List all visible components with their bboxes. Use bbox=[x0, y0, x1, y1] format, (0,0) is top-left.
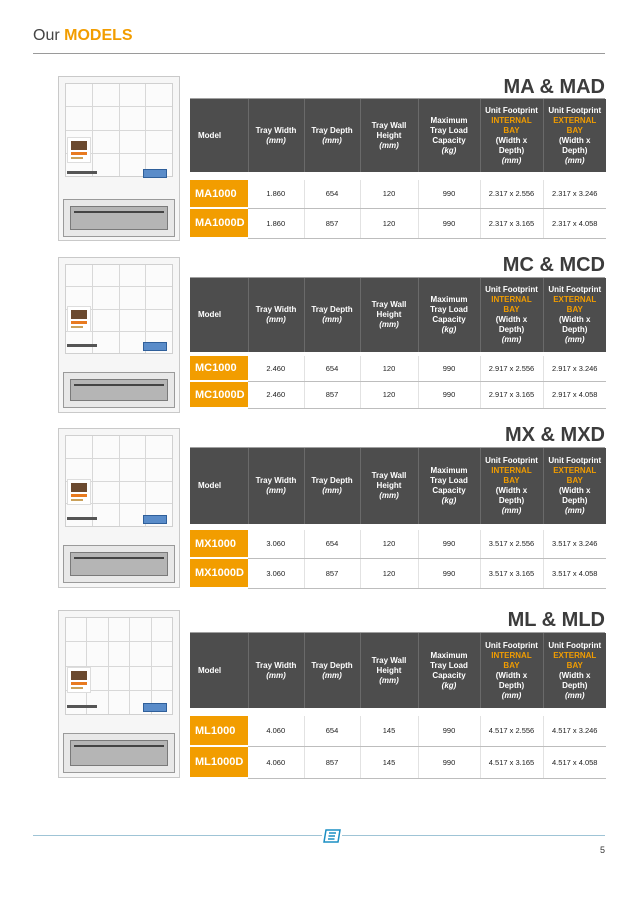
max-load-cell: 990 bbox=[418, 746, 480, 778]
table-row bbox=[190, 558, 606, 588]
wall-height-cell: 120 bbox=[360, 180, 418, 208]
tray-depth-cell: 654 bbox=[304, 356, 360, 381]
brand-logo-icon bbox=[67, 306, 91, 332]
internal-bay-cell: 3.517 x 3.165 bbox=[480, 558, 543, 588]
max-load-cell: 990 bbox=[418, 381, 480, 408]
spec-table bbox=[190, 99, 606, 239]
machine-door-panels bbox=[65, 617, 173, 715]
series-title: MC & MCD bbox=[502, 254, 605, 276]
wall-height-cell: 120 bbox=[360, 381, 418, 408]
badge-icon bbox=[143, 342, 167, 351]
header-model: Model bbox=[190, 448, 248, 524]
tray-width-cell: 2.460 bbox=[248, 356, 304, 381]
header-external-bay: Unit Footprint EXTERNAL BAY (Width x Depth) (mm) bbox=[543, 278, 606, 352]
table-row bbox=[190, 356, 606, 381]
access-tray-icon bbox=[63, 372, 175, 408]
header-model: Model bbox=[190, 99, 248, 172]
external-bay-cell: 4.517 x 3.246 bbox=[543, 716, 606, 746]
machine-illustration bbox=[58, 428, 180, 588]
series-title: MA & MAD bbox=[503, 76, 605, 98]
table-header-row bbox=[190, 633, 606, 708]
tray-depth-cell: 857 bbox=[304, 558, 360, 588]
badge-icon bbox=[143, 169, 167, 178]
tray-width-cell: 1.860 bbox=[248, 180, 304, 208]
wall-height-cell: 120 bbox=[360, 208, 418, 238]
max-load-cell: 990 bbox=[418, 558, 480, 588]
external-bay-cell: 2.317 x 4.058 bbox=[543, 208, 606, 238]
page-title bbox=[33, 27, 133, 45]
access-tray-icon bbox=[63, 199, 175, 237]
series-title: MX & MXD bbox=[505, 424, 605, 446]
website-label-icon bbox=[67, 517, 97, 520]
title-divider bbox=[33, 53, 605, 54]
tray-depth-cell: 654 bbox=[304, 180, 360, 208]
max-load-cell: 990 bbox=[418, 208, 480, 238]
internal-bay-cell: 2.917 x 3.165 bbox=[480, 381, 543, 408]
tray-width-cell: 2.460 bbox=[248, 381, 304, 408]
model-cell: MA1000 bbox=[190, 180, 248, 208]
internal-bay-cell: 4.517 x 2.556 bbox=[480, 716, 543, 746]
tray-depth-cell: 857 bbox=[304, 208, 360, 238]
access-tray-icon bbox=[63, 733, 175, 773]
table-row bbox=[190, 746, 606, 778]
table-header-row bbox=[190, 448, 606, 524]
footer-divider bbox=[33, 835, 605, 836]
machine-illustration bbox=[58, 257, 180, 413]
model-section-mx bbox=[0, 420, 638, 592]
tray-width-cell: 4.060 bbox=[248, 746, 304, 778]
header-max-load: Maximum Tray Load Capacity (kg) bbox=[418, 633, 480, 708]
model-cell: MX1000D bbox=[190, 558, 248, 588]
external-bay-cell: 2.917 x 4.058 bbox=[543, 381, 606, 408]
header-external-bay: Unit Footprint EXTERNAL BAY (Width x Depth) (mm) bbox=[543, 99, 606, 172]
max-load-cell: 990 bbox=[418, 180, 480, 208]
model-cell: MA1000D bbox=[190, 208, 248, 238]
table-row bbox=[190, 530, 606, 558]
header-model: Model bbox=[190, 278, 248, 352]
tray-depth-cell: 857 bbox=[304, 381, 360, 408]
model-cell: MX1000 bbox=[190, 530, 248, 558]
header-tray-width: Tray Width (mm) bbox=[248, 633, 304, 708]
internal-bay-cell: 3.517 x 2.556 bbox=[480, 530, 543, 558]
internal-bay-cell: 2.317 x 2.556 bbox=[480, 180, 543, 208]
model-cell: MC1000D bbox=[190, 381, 248, 408]
tray-width-cell: 4.060 bbox=[248, 716, 304, 746]
header-tray-wall-height: Tray Wall Height (mm) bbox=[360, 278, 418, 352]
external-bay-cell: 3.517 x 4.058 bbox=[543, 558, 606, 588]
header-external-bay: Unit Footprint EXTERNAL BAY (Width x Depth) (mm) bbox=[543, 448, 606, 524]
external-bay-cell: 3.517 x 3.246 bbox=[543, 530, 606, 558]
internal-bay-cell: 2.917 x 2.556 bbox=[480, 356, 543, 381]
header-internal-bay: Unit Footprint INTERNAL BAY (Width x Depth) (mm) bbox=[480, 278, 543, 352]
wall-height-cell: 120 bbox=[360, 558, 418, 588]
wall-height-cell: 145 bbox=[360, 716, 418, 746]
header-internal-bay: Unit Footprint INTERNAL BAY (Width x Depth) (mm) bbox=[480, 633, 543, 708]
max-load-cell: 990 bbox=[418, 716, 480, 746]
wall-height-cell: 120 bbox=[360, 530, 418, 558]
header-tray-width: Tray Width (mm) bbox=[248, 278, 304, 352]
spec-table bbox=[190, 448, 606, 589]
max-load-cell: 990 bbox=[418, 530, 480, 558]
model-cell: ML1000D bbox=[190, 746, 248, 778]
header-internal-bay: Unit Footprint INTERNAL BAY (Width x Depth) (mm) bbox=[480, 99, 543, 172]
brand-logo-icon bbox=[67, 667, 91, 693]
header-tray-wall-height: Tray Wall Height (mm) bbox=[360, 633, 418, 708]
page-title-highlight: MODELS bbox=[64, 27, 133, 44]
tray-width-cell: 1.860 bbox=[248, 208, 304, 238]
machine-illustration bbox=[58, 76, 180, 241]
spec-table bbox=[190, 278, 606, 409]
badge-icon bbox=[143, 703, 167, 712]
internal-bay-cell: 2.317 x 3.165 bbox=[480, 208, 543, 238]
header-tray-wall-height: Tray Wall Height (mm) bbox=[360, 448, 418, 524]
wall-height-cell: 145 bbox=[360, 746, 418, 778]
header-tray-width: Tray Width (mm) bbox=[248, 448, 304, 524]
header-tray-depth: Tray Depth (mm) bbox=[304, 99, 360, 172]
header-internal-bay: Unit Footprint INTERNAL BAY (Width x Depth) (mm) bbox=[480, 448, 543, 524]
internal-bay-cell: 4.517 x 3.165 bbox=[480, 746, 543, 778]
header-max-load: Maximum Tray Load Capacity (kg) bbox=[418, 278, 480, 352]
tray-width-cell: 3.060 bbox=[248, 530, 304, 558]
badge-icon bbox=[143, 515, 167, 524]
external-bay-cell: 2.917 x 3.246 bbox=[543, 356, 606, 381]
website-label-icon bbox=[67, 171, 97, 174]
table-header-row bbox=[190, 99, 606, 172]
max-load-cell: 990 bbox=[418, 356, 480, 381]
header-model: Model bbox=[190, 633, 248, 708]
series-title: ML & MLD bbox=[507, 609, 605, 631]
table-row bbox=[190, 208, 606, 238]
tray-depth-cell: 857 bbox=[304, 746, 360, 778]
header-external-bay: Unit Footprint EXTERNAL BAY (Width x Depth) (mm) bbox=[543, 633, 606, 708]
website-label-icon bbox=[67, 344, 97, 347]
table-row bbox=[190, 381, 606, 408]
external-bay-cell: 4.517 x 4.058 bbox=[543, 746, 606, 778]
tray-depth-cell: 654 bbox=[304, 716, 360, 746]
header-tray-width: Tray Width (mm) bbox=[248, 99, 304, 172]
table-row bbox=[190, 716, 606, 746]
brand-logo-icon bbox=[67, 479, 91, 505]
access-tray-icon bbox=[63, 545, 175, 583]
company-logo-icon bbox=[322, 829, 342, 843]
model-section-mc bbox=[0, 250, 638, 422]
model-section-ma bbox=[0, 70, 638, 250]
page-number: 5 bbox=[599, 845, 605, 855]
header-tray-depth: Tray Depth (mm) bbox=[304, 278, 360, 352]
header-max-load: Maximum Tray Load Capacity (kg) bbox=[418, 448, 480, 524]
brand-logo-icon bbox=[67, 137, 91, 163]
header-tray-wall-height: Tray Wall Height (mm) bbox=[360, 99, 418, 172]
external-bay-cell: 2.317 x 3.246 bbox=[543, 180, 606, 208]
header-tray-depth: Tray Depth (mm) bbox=[304, 633, 360, 708]
model-section-ml bbox=[0, 598, 638, 788]
tray-width-cell: 3.060 bbox=[248, 558, 304, 588]
table-header-row bbox=[190, 278, 606, 352]
model-cell: MC1000 bbox=[190, 356, 248, 381]
page-title-prefix: Our bbox=[33, 27, 60, 44]
header-max-load: Maximum Tray Load Capacity (kg) bbox=[418, 99, 480, 172]
tray-depth-cell: 654 bbox=[304, 530, 360, 558]
header-tray-depth: Tray Depth (mm) bbox=[304, 448, 360, 524]
wall-height-cell: 120 bbox=[360, 356, 418, 381]
website-label-icon bbox=[67, 705, 97, 708]
machine-illustration bbox=[58, 610, 180, 778]
table-row bbox=[190, 180, 606, 208]
spec-table bbox=[190, 633, 606, 779]
model-cell: ML1000 bbox=[190, 716, 248, 746]
